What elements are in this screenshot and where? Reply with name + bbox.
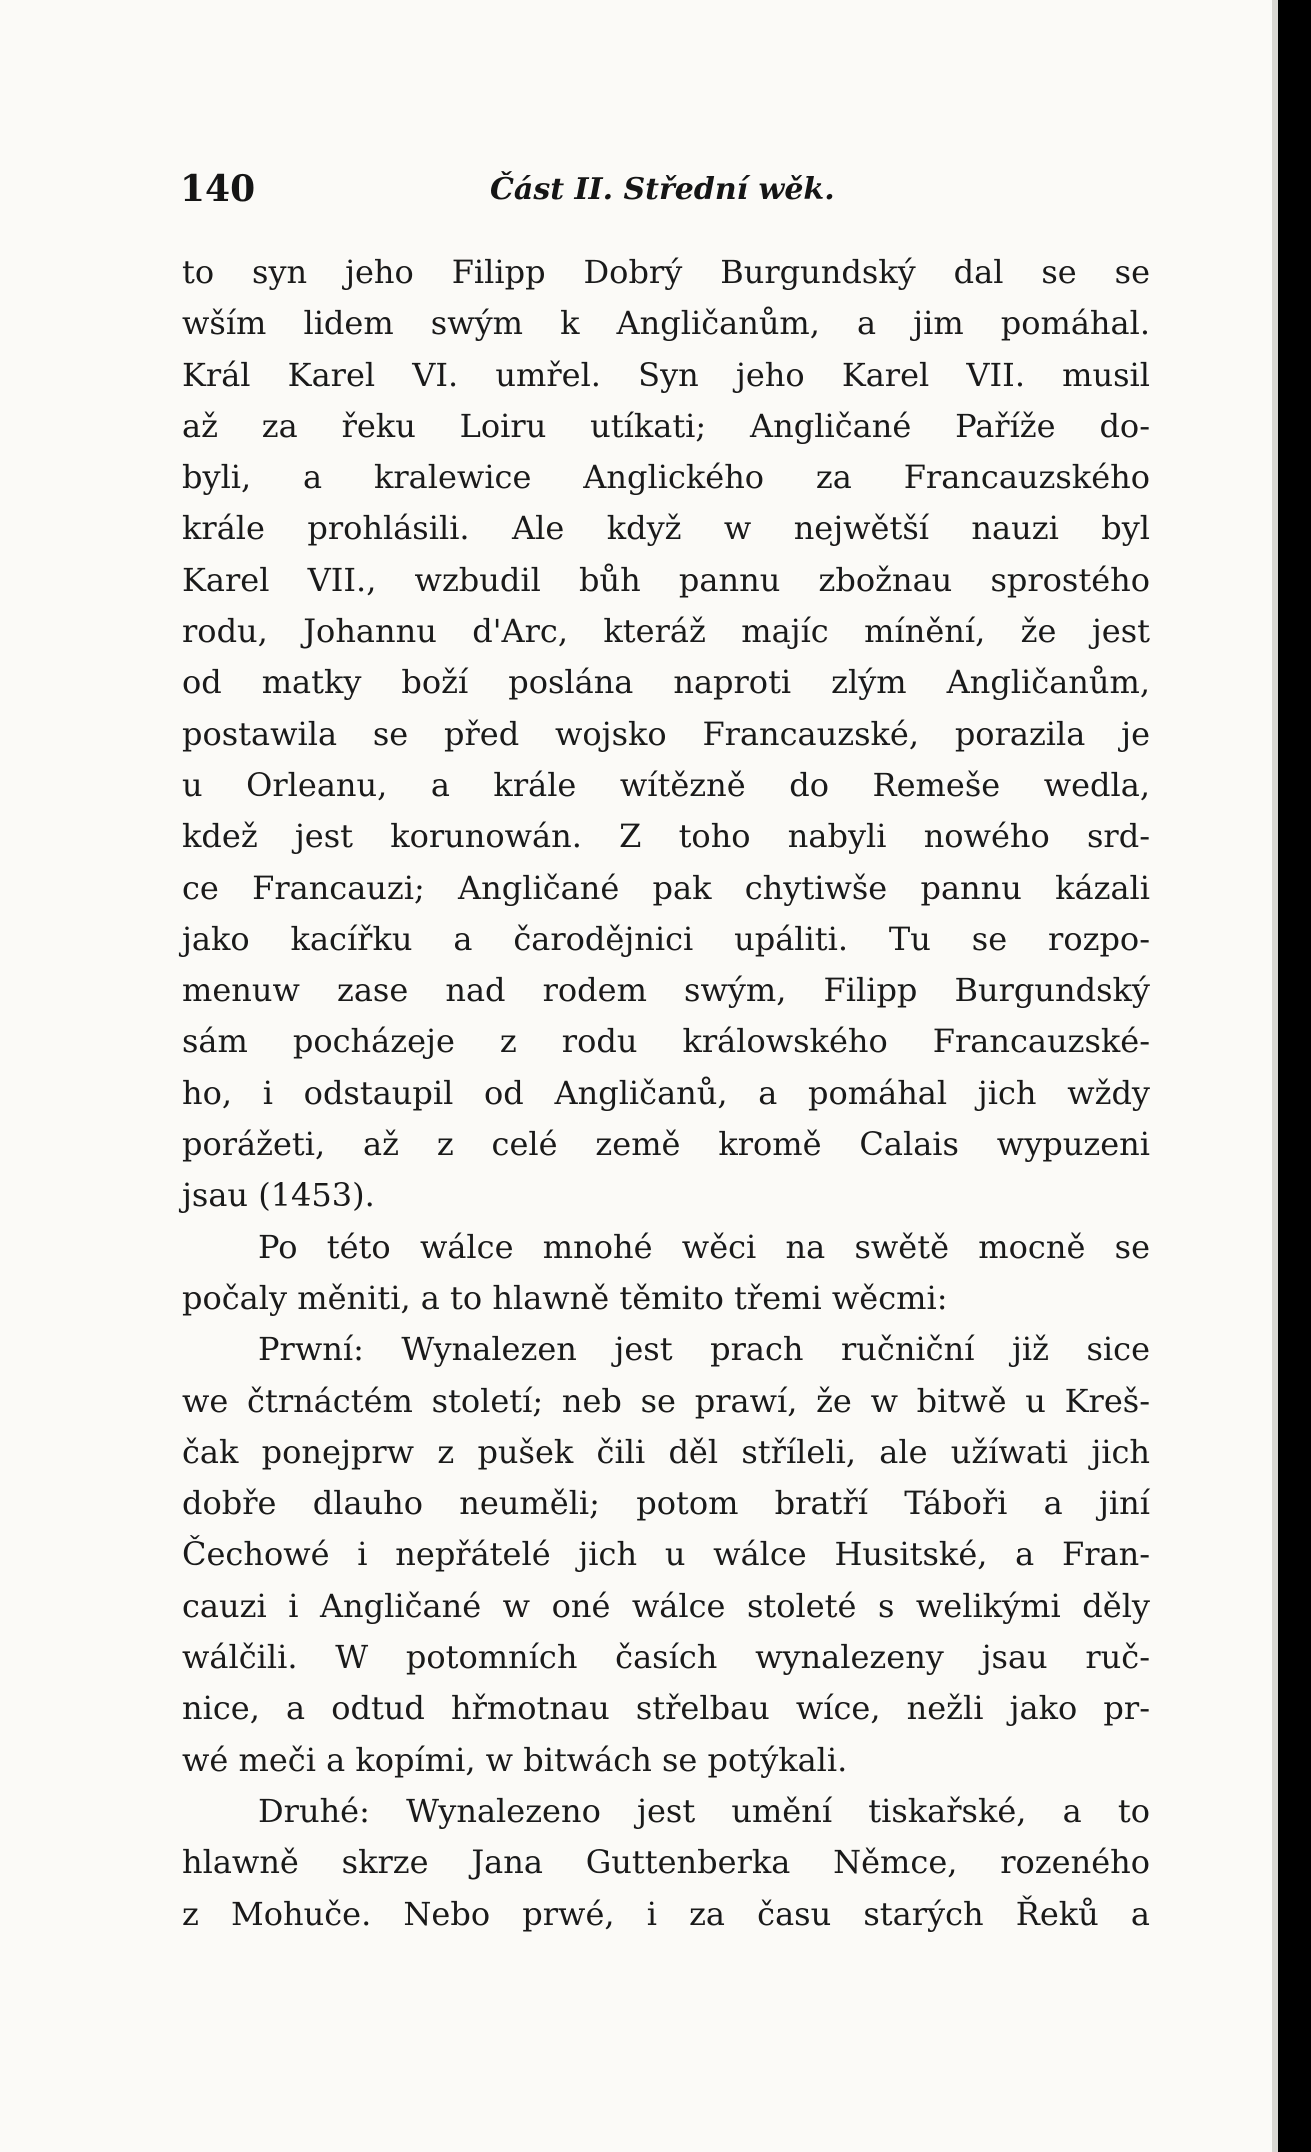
- text-line: čak ponejprw z pušek čili děl stříleli, ale užíwati jich: [182, 1432, 1150, 1471]
- text-line: ho, i odstaupil od Angličanů, a pomáhal jich wždy: [182, 1073, 1150, 1112]
- text-line: sám pocházeje z rodu králowského Francauzské-: [182, 1022, 1150, 1061]
- text-line: menuw zase nad rodem swým, Filipp Burgundský: [182, 971, 1150, 1010]
- text-line: cauzi i Angličané w oné wálce stoleté s welikými děly: [182, 1586, 1150, 1625]
- text-line: počaly měniti, a to hlawně těmito třemi wěcmi:: [182, 1278, 948, 1317]
- text-line: dobře dlauho neuměli; potom bratří Táboři a jiní: [182, 1484, 1150, 1523]
- text-line: byli, a kralewice Anglického za Francauzského: [182, 458, 1150, 497]
- text-line: Král Karel VI. umřel. Syn jeho Karel VII. musil: [182, 355, 1150, 394]
- text-line: postawila se před wojsko Francauzské, porazila je: [182, 714, 1150, 753]
- text-line: u Orleanu, a krále wítězně do Remeše wedla,: [182, 765, 1150, 804]
- text-line: we čtrnáctém století; neb se prawí, že w bitwě u Kreš-: [182, 1381, 1150, 1420]
- text-line: porážeti, až z celé země kromě Calais wypuzeni: [182, 1125, 1150, 1164]
- text-line: jsau (1453).: [182, 1176, 375, 1215]
- text-line: nice, a odtud hřmotnau střelbau wíce, nežli jako pr-: [182, 1689, 1150, 1728]
- text-line: Druhé: Wynalezeno jest umění tiskařské, a to: [258, 1791, 1150, 1830]
- text-line: wálčili. W potomních časích wynalezeny jsau ruč-: [182, 1638, 1150, 1677]
- text-line: Karel VII., wzbudil bůh pannu zbožnau sprostého: [182, 560, 1150, 599]
- page-number: 140: [180, 168, 256, 210]
- text-line: kdež jest korunowán. Z toho nabyli nowého srd-: [182, 817, 1150, 856]
- text-line: to syn jeho Filipp Dobrý Burgundský dal se se: [182, 253, 1150, 291]
- text-line: hlawně skrze Jana Guttenberka Němce, rozeného: [182, 1843, 1150, 1882]
- page-header: [180, 168, 1180, 220]
- text-line: jako kacířku a čarodějnici upáliti. Tu se rozpo-: [182, 919, 1150, 958]
- text-line: ce Francauzi; Angličané pak chytiwše pannu kázali: [182, 868, 1150, 907]
- page-edge: [1272, 0, 1278, 2152]
- text-line: Čechowé i nepřátelé jich u wálce Husitské, a Fran-: [182, 1535, 1150, 1574]
- text-line: z Mohuče. Nebo prwé, i za času starých Řeků a: [182, 1894, 1150, 1933]
- text-line: Po této wálce mnohé wěci na swětě mocně se: [258, 1227, 1150, 1266]
- body-text: [182, 247, 1150, 1940]
- text-line: wé meči a kopími, w bitwách se potýkali.: [182, 1740, 848, 1779]
- text-line: od matky boží poslána naproti zlým Angličanům,: [182, 663, 1150, 702]
- text-line: wším lidem swým k Angličanům, a jim pomáhal.: [182, 304, 1150, 343]
- running-head: Část II. Střední wěk.: [490, 172, 835, 207]
- text-line: rodu, Johannu d'Arc, kteráž majíc mínění, že jest: [182, 612, 1150, 651]
- text-line: až za řeku Loiru utíkati; Angličané Paříže do-: [182, 406, 1150, 445]
- text-line: krále prohlásili. Ale když w nejwětší nauzi byl: [182, 509, 1150, 548]
- text-line: Prwní: Wynalezen jest prach ručniční již sice: [258, 1330, 1150, 1369]
